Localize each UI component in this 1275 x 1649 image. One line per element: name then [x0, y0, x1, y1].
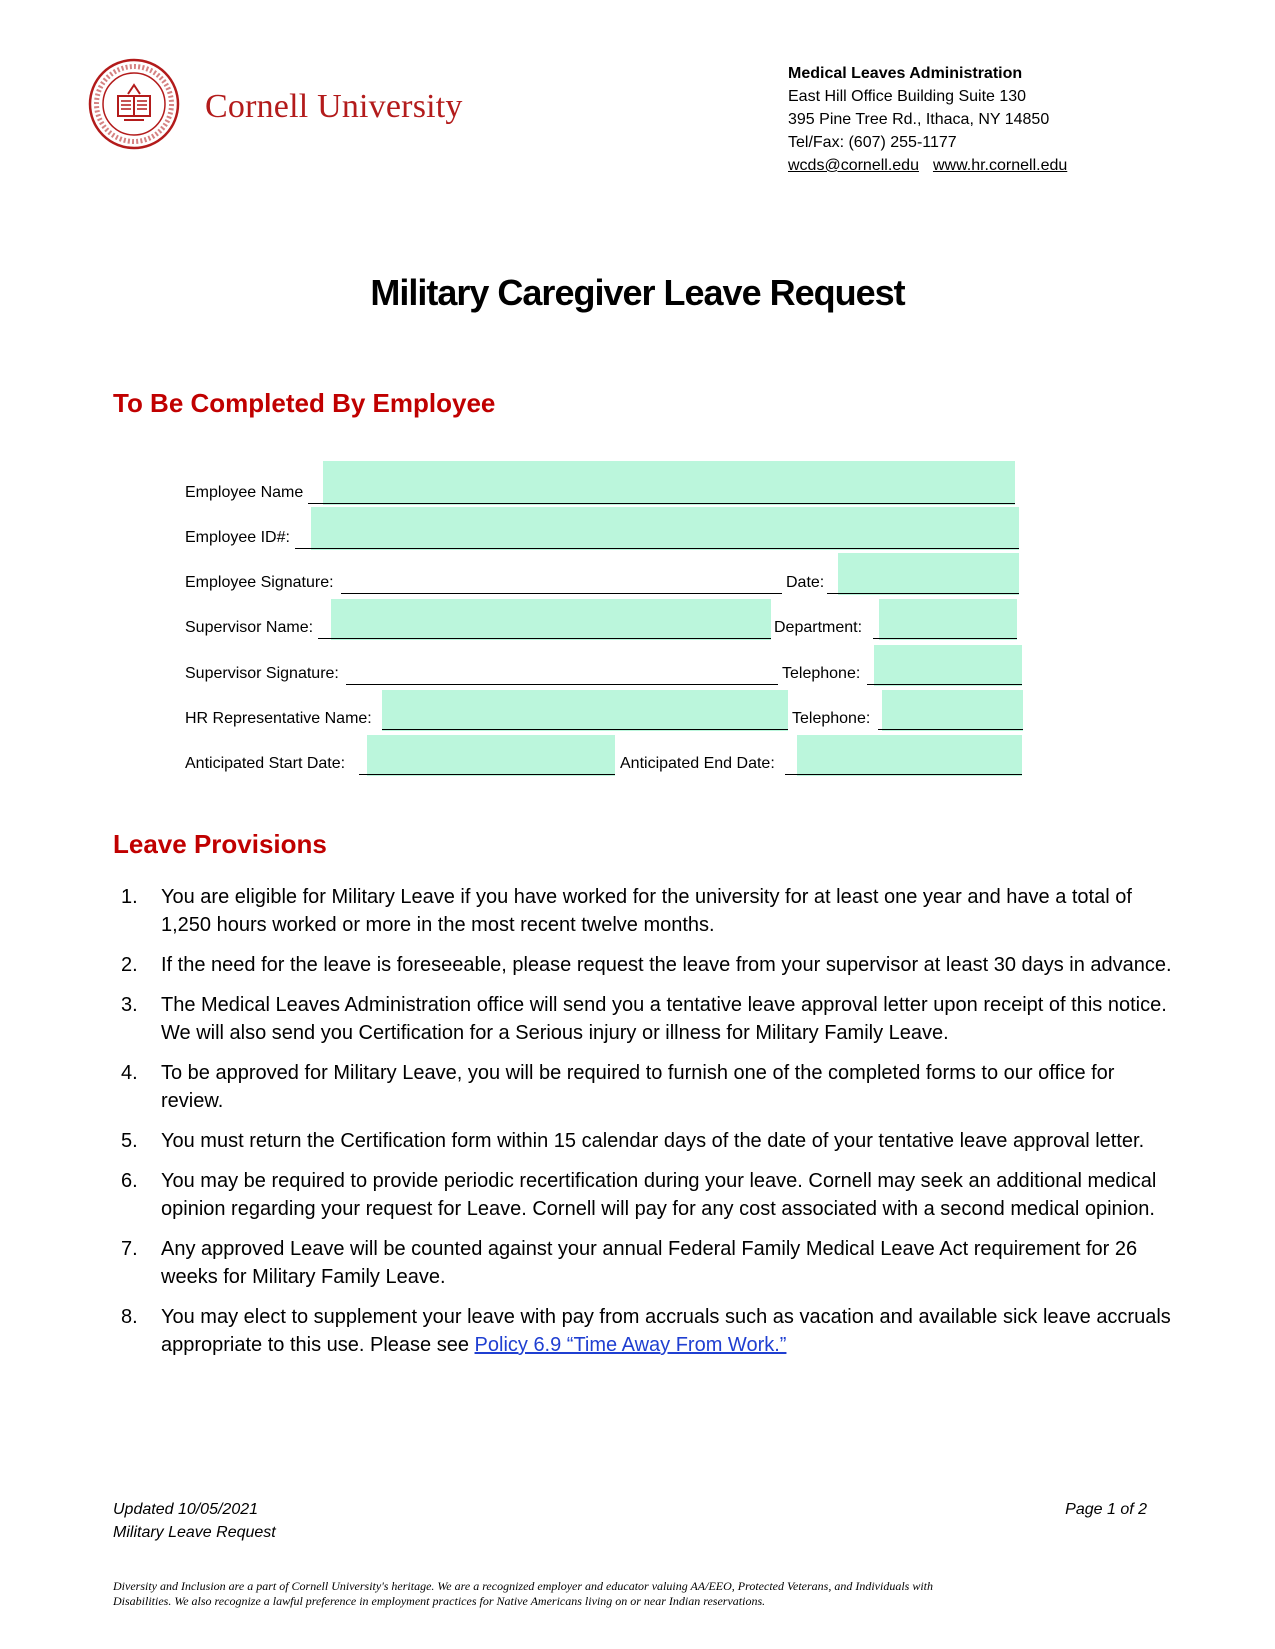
date-field[interactable] [838, 553, 1019, 595]
employee-section-heading: To Be Completed By Employee [113, 388, 496, 418]
employee-name-label: Employee Name [185, 484, 304, 501]
diversity-disclaimer: Diversity and Inclusion are a part of Cornell University's heritage. We are a recognized employer and educator valuing AA/EEO, Protected Veterans, and Individuals with Disabilities. We also recognize a lawful preference in employment practices for Native Americans living on or near Indian reservations. [113, 1579, 933, 1608]
supervisor-signature-label: Supervisor Signature: [185, 665, 339, 682]
hr-rep-name-field[interactable] [382, 690, 788, 731]
page-number: Page 1 of 2 [1065, 1501, 1147, 1518]
list-item: 3. The Medical Leaves Administration office will send you a tentative leave approval letter upon receipt of this notice. We will also send you Certification for a Serious injury or illness for Military Family Leave. [121, 994, 1167, 1044]
list-item: 1. You are eligible for Military Leave if you have worked for the university for at least one year and have a total of 1,250 hours worked or more in the most recent twelve months. [121, 886, 1132, 936]
supervisor-telephone-line [867, 684, 1022, 685]
provisions-heading: Leave Provisions [113, 829, 327, 859]
hr-telephone-field[interactable] [882, 690, 1023, 731]
employee-signature-line[interactable] [341, 593, 782, 594]
end-date-label: Anticipated End Date: [620, 755, 775, 772]
cornell-seal-icon [88, 58, 180, 150]
office-building: East Hill Office Building Suite 130 [788, 88, 1027, 105]
cornell-wordmark: Cornell University [205, 88, 463, 125]
start-date-label: Anticipated Start Date: [185, 755, 346, 772]
email-link[interactable]: wcds@cornell.edu [788, 157, 919, 174]
form-name: Military Leave Request [113, 1524, 276, 1541]
department-line [873, 638, 1017, 639]
employee-id-label: Employee ID#: [185, 529, 290, 546]
date-label: Date: [786, 574, 825, 591]
supervisor-name-line [318, 638, 771, 639]
list-item: 7. Any approved Leave will be counted against your annual Federal Family Medical Leave Act requirement for 26 weeks for Military Family Leave. [121, 1238, 1138, 1288]
employee-name-field[interactable] [323, 461, 1015, 505]
hr-telephone-line [878, 729, 1023, 730]
office-street: 395 Pine Tree Rd., Ithaca, NY 14850 [788, 111, 1050, 128]
supervisor-name-label: Supervisor Name: [185, 619, 314, 636]
office-address-block [788, 62, 1067, 177]
supervisor-name-field[interactable] [331, 599, 771, 640]
start-date-field[interactable] [367, 735, 615, 776]
department-label: Department: [774, 619, 863, 636]
hr-rep-name-line [382, 729, 788, 730]
list-item: 8. You may elect to supplement your leave with pay from accruals such as vacation and available sick leave accruals appropriate to this use. Please see Policy 6.9 “Time Away From Work.” [121, 1306, 1171, 1356]
start-date-line [359, 774, 615, 775]
updated-date: Updated 10/05/2021 [113, 1501, 259, 1518]
supervisor-signature-line[interactable] [346, 684, 778, 685]
employee-id-line [295, 548, 1019, 549]
list-item: 6. You may be required to provide periodic recertification during your leave. Cornell may seek an additional medical opinion regarding your request for Leave. Cornell will pay for any cost associated with a second medical opinion. [121, 1170, 1157, 1220]
list-item: 4. To be approved for Military Leave, you will be required to furnish one of the completed forms to our office for review. [121, 1062, 1115, 1112]
footer-meta [113, 1498, 276, 1544]
office-name: Medical Leaves Administration [788, 65, 1023, 82]
page-title: Military Caregiver Leave Request [370, 272, 905, 313]
employee-name-line [308, 503, 1015, 504]
provisions-list [118, 883, 1178, 1371]
office-phone: Tel/Fax: (607) 255-1177 [788, 134, 957, 151]
employee-signature-label: Employee Signature: [185, 574, 334, 591]
date-line [827, 593, 1019, 594]
list-item: 5. You must return the Certification form within 15 calendar days of the date of your tentative leave approval letter. [121, 1130, 1145, 1152]
supervisor-telephone-field[interactable] [874, 645, 1022, 686]
website-link[interactable]: www.hr.cornell.edu [932, 157, 1068, 174]
list-item: 2. If the need for the leave is foreseeable, please request the leave from your supervisor at least 30 days in advance. [121, 954, 1172, 976]
department-field[interactable] [879, 599, 1017, 640]
end-date-line [785, 774, 1022, 775]
employee-id-field[interactable] [311, 507, 1019, 550]
hr-rep-name-label: HR Representative Name: [185, 710, 372, 727]
supervisor-telephone-label: Telephone: [782, 665, 861, 682]
end-date-field[interactable] [797, 735, 1022, 776]
hr-telephone-label: Telephone: [792, 710, 871, 727]
policy-link[interactable]: Policy 6.9 “Time Away From Work.” [474, 1334, 787, 1356]
